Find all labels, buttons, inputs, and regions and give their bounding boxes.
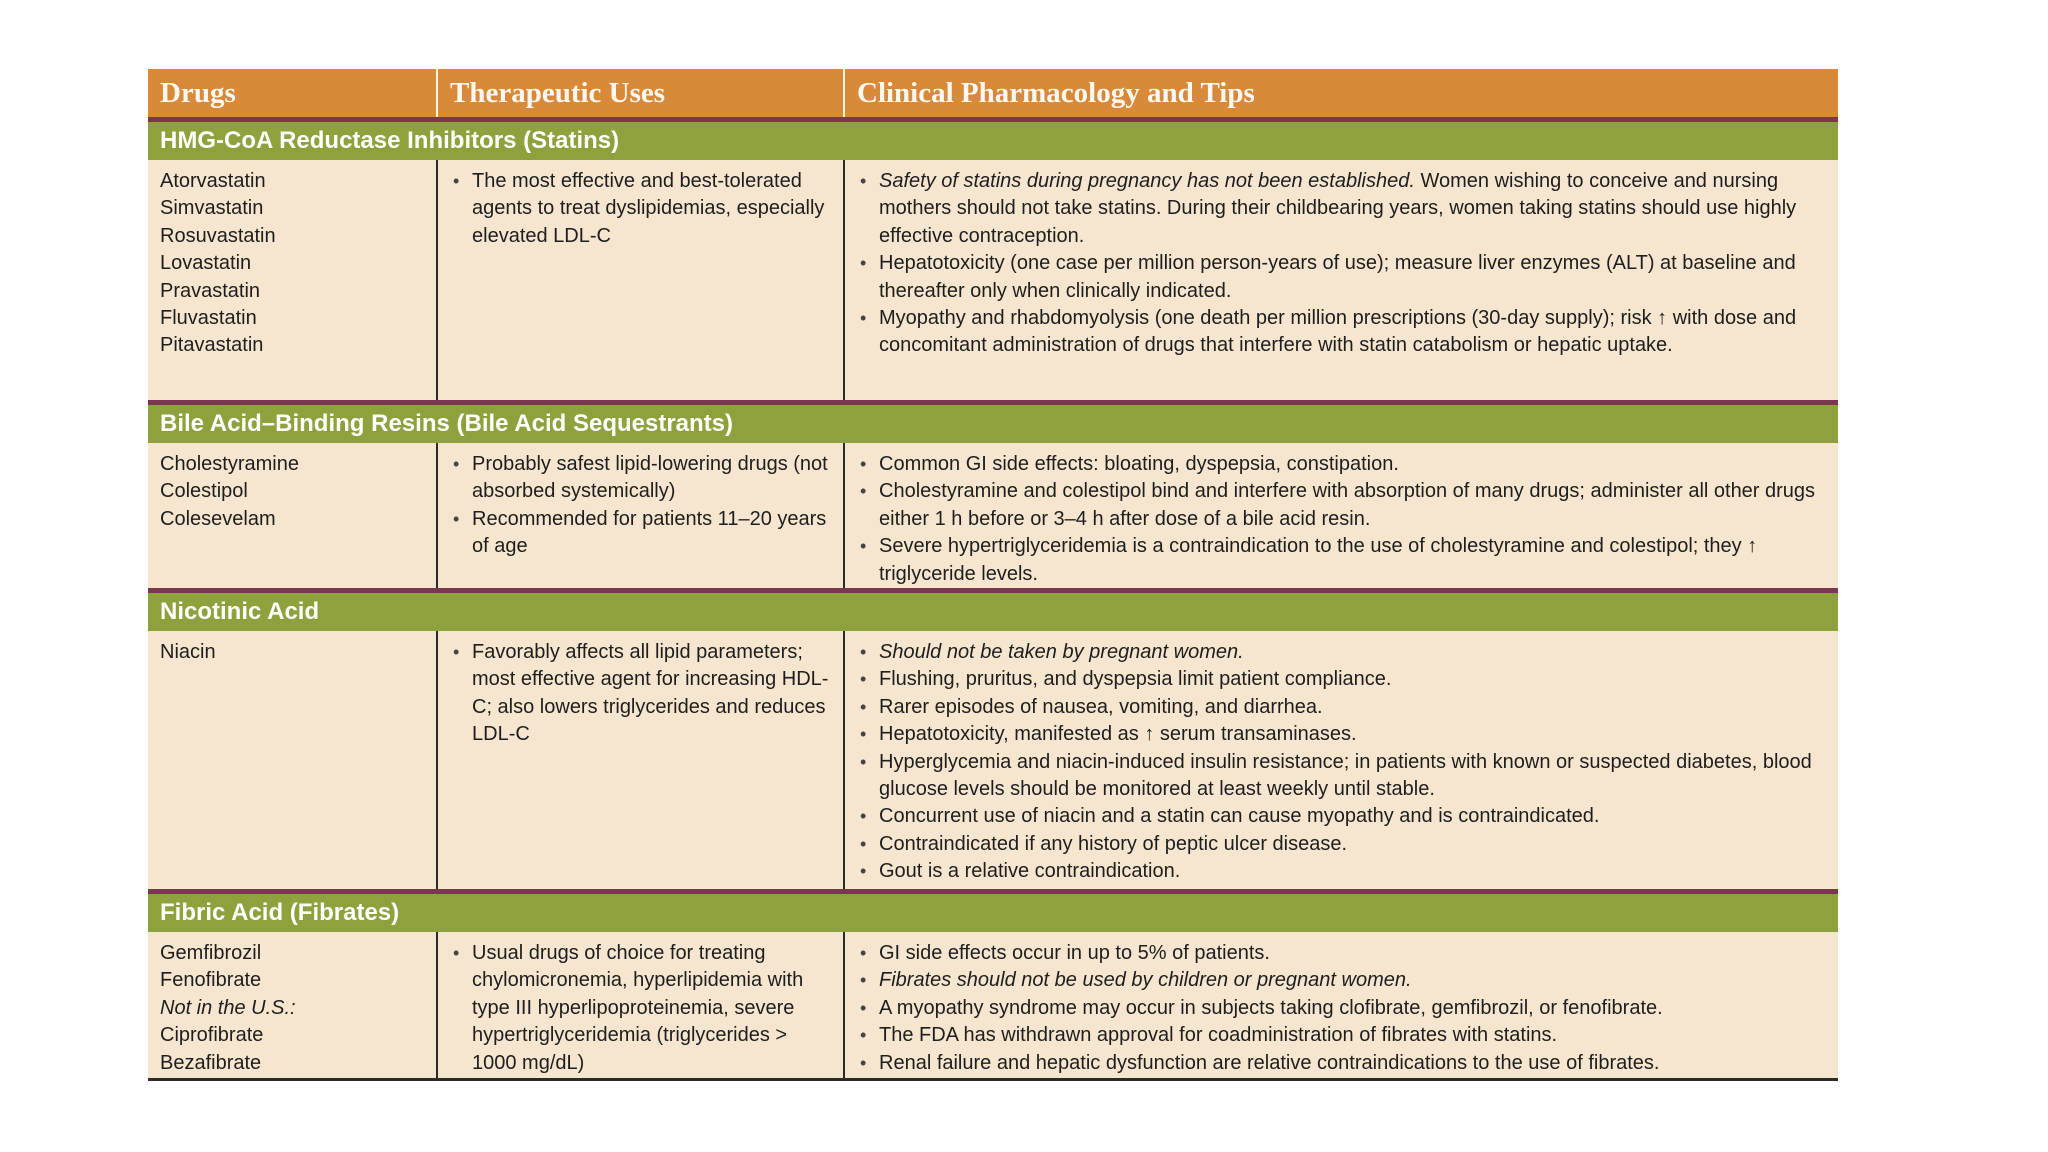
tip-item [857, 478, 1826, 533]
table-header-row [148, 69, 1838, 117]
tip-item [857, 831, 1826, 858]
section-title: HMG-CoA Reductase Inhibitors (Statins) [148, 122, 1838, 160]
use-list [450, 168, 831, 250]
tip-list [857, 639, 1826, 886]
tip-text: Contraindicated if any history of peptic ulcer disease. [879, 832, 1348, 855]
drugs-cell [148, 160, 436, 400]
drugs-cell [148, 631, 436, 889]
tip-text: Gout is a relative contraindication. [879, 860, 1181, 883]
tip-item [857, 940, 1826, 967]
tip-text: Renal failure and hepatic dysfunction are relative contraindications to the use of fibrates. [879, 1051, 1660, 1074]
tip-item [857, 639, 1826, 666]
clinical-tips-cell [843, 932, 1838, 1078]
tip-text: Concurrent use of niacin and a statin can cause myopathy and is contraindicated. [879, 805, 1600, 828]
drugs-cell [148, 443, 436, 588]
section-title: Nicotinic Acid [148, 593, 1838, 631]
therapeutic-uses-cell [436, 631, 843, 889]
clinical-tips-cell [843, 631, 1838, 889]
tip-text: Hepatotoxicity, manifested as ↑ serum transaminases. [879, 723, 1357, 746]
use-item [450, 639, 831, 749]
section-title: Bile Acid–Binding Resins (Bile Acid Sequestrants) [148, 405, 1838, 443]
tip-item [857, 168, 1826, 250]
therapeutic-uses-cell [436, 160, 843, 400]
tip-item [857, 967, 1826, 994]
section-row [148, 932, 1838, 1078]
tip-text: Flushing, pruritus, and dyspepsia limit patient compliance. [879, 668, 1392, 691]
tip-list [857, 168, 1826, 360]
drug-name: Gemfibrozil [160, 942, 262, 964]
tip-item [857, 666, 1826, 693]
drug-name: Fenofibrate [160, 969, 262, 992]
use-list [450, 451, 831, 561]
use-text: Recommended for patients 11–20 years of age [472, 507, 827, 558]
drug-name: Atorvastatin [160, 170, 266, 192]
tip-text: Rarer episodes of nausea, vomiting, and diarrhea. [879, 695, 1323, 718]
tip-item [857, 749, 1826, 804]
tip-text: Hyperglycemia and niacin-induced insulin resistance; in patients with known or suspected diabetes, blood glucose levels should be monitored at least weekly until stable. [879, 750, 1812, 801]
use-text: The most effective and best-tolerated agents to treat dyslipidemias, especially elevated LDL-C [472, 170, 825, 247]
use-item [450, 451, 831, 506]
tip-text: Safety of statins during pregnancy has not been established. [879, 170, 1415, 192]
tip-text: The FDA has withdrawn approval for coadministration of fibrates with statins. [879, 1024, 1558, 1047]
tip-item [857, 721, 1826, 748]
tip-item [857, 858, 1826, 885]
use-item [450, 168, 831, 250]
use-list [450, 639, 831, 749]
use-text: Usual drugs of choice for treating chylomicronemia, hyperlipidemia with type III hyperlipoproteinemia, severe hypertriglyceridemia (triglycerides > 1000 mg/dL) [472, 942, 804, 1074]
drug-name: Colesevelam [160, 507, 276, 530]
tip-item [857, 803, 1826, 830]
drug-name: Simvastatin [160, 197, 264, 220]
tip-item [857, 694, 1826, 721]
lipid-drugs-table [148, 69, 1838, 1081]
therapeutic-uses-cell [436, 443, 843, 588]
tip-text: Cholestyramine and colestipol bind and interfere with absorption of many drugs; administer all other drugs either 1 h before or 3–4 h after dose of a bile acid resin. [879, 480, 1816, 530]
tip-item [857, 305, 1826, 360]
tip-item [857, 451, 1826, 478]
section-row [148, 631, 1838, 889]
table-sections [148, 122, 1838, 1078]
tip-text: Fibrates should not be used by children or pregnant women. [879, 969, 1412, 992]
tip-list [857, 940, 1826, 1077]
tip-item [857, 995, 1826, 1022]
tip-text: Common GI side effects: bloating, dyspepsia, constipation. [879, 453, 1399, 475]
drug-name: Pravastatin [160, 279, 261, 302]
drug-name: Bezafibrate [160, 1051, 262, 1074]
tip-text: Myopathy and rhabdomyolysis (one death per million prescriptions (30-day supply); risk ↑ with dose and concomitant administration of drugs that interfere with statin catabolism or hepatic uptake. [879, 307, 1797, 357]
section-row [148, 443, 1838, 588]
drug-name: Pitavastatin [160, 334, 264, 357]
drug-name: Colestipol [160, 480, 248, 503]
drug-name: Fluvastatin [160, 307, 257, 330]
drug-name: Rosuvastatin [160, 224, 276, 247]
drug-name: Niacin [160, 641, 216, 663]
tip-text: Severe hypertriglyceridemia is a contraindication to the use of cholestyramine and colestipol; they ↑ triglyceride levels. [879, 535, 1758, 585]
clinical-tips-cell [843, 443, 1838, 588]
therapeutic-uses-cell [436, 932, 843, 1078]
use-item [450, 940, 831, 1077]
tip-text: Should not be taken by pregnant women. [879, 641, 1244, 663]
use-text: Probably safest lipid-lowering drugs (not absorbed systemically) [472, 453, 828, 503]
drug-name: Lovastatin [160, 252, 252, 275]
clinical-tips-cell [843, 160, 1838, 400]
use-item [450, 506, 831, 561]
drug-name: Not in the U.S.: [160, 996, 296, 1019]
header-therapeutic-uses: Therapeutic Uses [436, 69, 843, 117]
table-bottom-border [148, 1078, 1838, 1081]
tip-text: A myopathy syndrome may occur in subjects taking clofibrate, gemfibrozil, or fenofibrate. [879, 996, 1663, 1019]
drug-name: Cholestyramine [160, 453, 299, 475]
tip-item [857, 1050, 1826, 1077]
section-row [148, 160, 1838, 400]
drugs-cell [148, 932, 436, 1078]
tip-text: Women wishing to conceive and nursing mothers should not take statins. During their childbearing years, women taking statins should use highly effective contraception. [879, 170, 1797, 247]
drug-name: Ciprofibrate [160, 1024, 264, 1047]
tip-item [857, 533, 1826, 588]
tip-item [857, 250, 1826, 305]
use-list [450, 940, 831, 1077]
section-title: Fibric Acid (Fibrates) [148, 894, 1838, 932]
tip-text: GI side effects occur in up to 5% of patients. [879, 942, 1270, 964]
header-clinical-pharmacology: Clinical Pharmacology and Tips [843, 69, 1838, 117]
tip-text: Hepatotoxicity (one case per million person-years of use); measure liver enzymes (ALT) at baseline and thereafter only when clinically indicated. [879, 252, 1796, 302]
use-text: Favorably affects all lipid parameters; most effective agent for increasing HDL-C; also lowers triglycerides and reduces LDL-C [472, 641, 829, 746]
tip-item [857, 1022, 1826, 1049]
tip-list [857, 451, 1826, 588]
header-drugs: Drugs [160, 76, 236, 109]
